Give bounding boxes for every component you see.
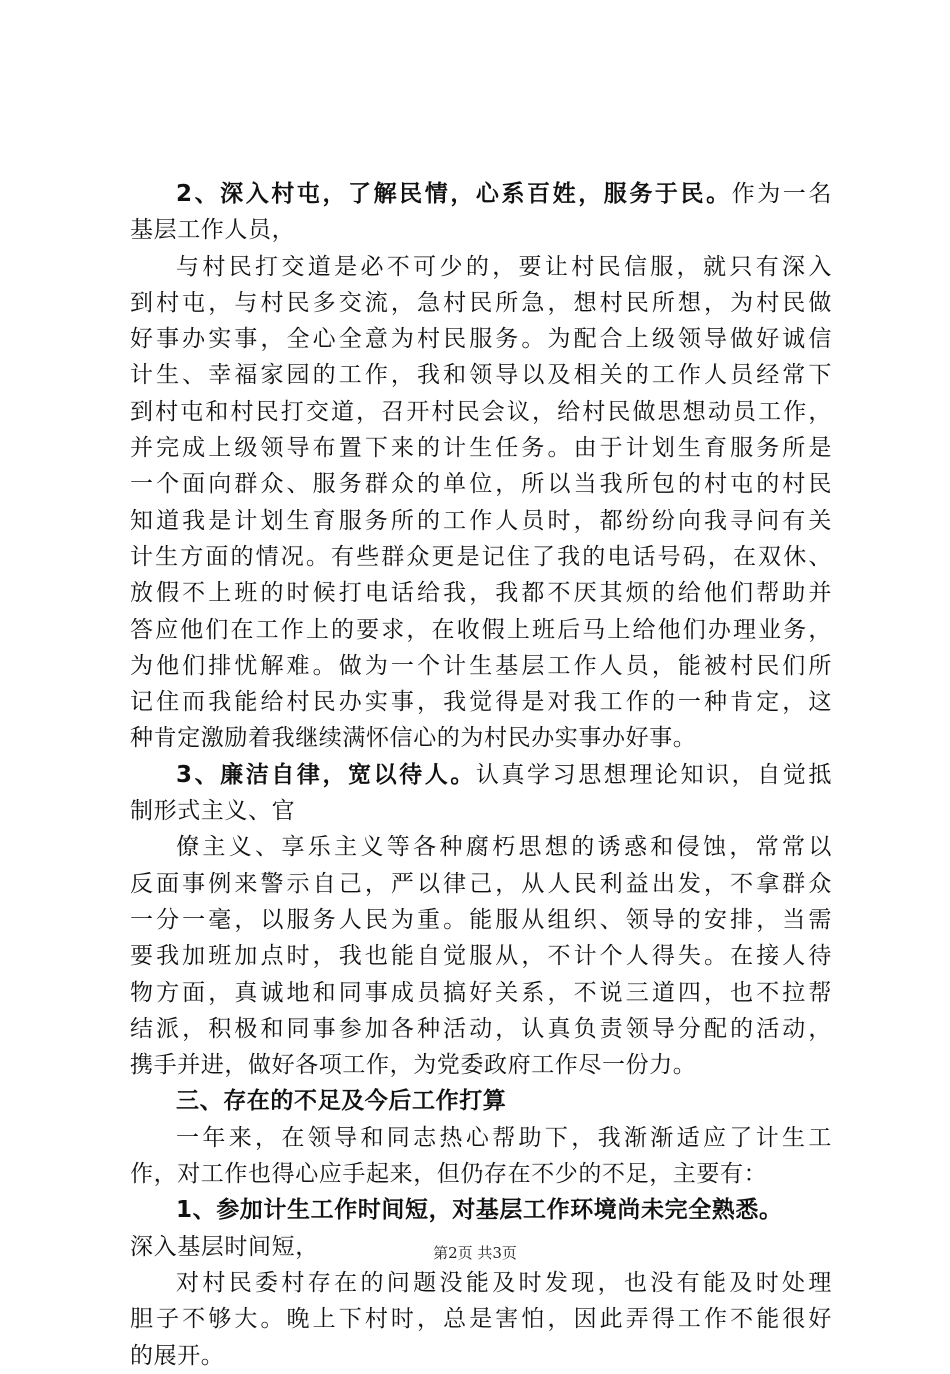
text-line	[130, 902, 832, 938]
text-line	[130, 1156, 832, 1192]
body-text: 放假不上班的时候打电话给我，我都不厌其烦的给他们帮助并	[130, 580, 832, 607]
body-text: 答应他们在工作上的要求，在收假上班后马上给他们办理业务，	[130, 616, 832, 643]
text-line	[130, 1301, 832, 1337]
body-text: 好事办实事，全心全意为村民服务。为配合上级领导做好诚信	[130, 326, 832, 353]
text-line	[130, 466, 832, 502]
heading-text: 3、廉洁自律，宽以待人。	[176, 761, 476, 788]
text-line	[130, 503, 832, 539]
text-line	[130, 539, 832, 575]
body-text: 结派，积极和同事参加各种活动，认真负责领导分配的活动，	[130, 1015, 832, 1042]
heading-text: 三、存在的不足及今后工作打算	[176, 1088, 507, 1115]
body-text: 知道我是计划生育服务所的工作人员时，都纷纷向我寻问有关	[130, 507, 832, 534]
document-body	[130, 176, 832, 1374]
body-text: 一个面向群众、服务群众的单位，所以当我所包的村屯的村民	[130, 471, 832, 498]
text-line	[130, 648, 832, 684]
text-line	[130, 793, 832, 829]
body-text: 的展开。	[130, 1342, 225, 1369]
heading-text: 1、参加计生工作时间短，对基层工作环境尚未完全熟悉。	[176, 1197, 783, 1224]
text-line	[130, 829, 832, 865]
body-text: 记住而我能给村民办实事，我觉得是对我工作的一种肯定，这	[130, 689, 832, 716]
body-text: 胆子不够大。晚上下村时，总是害怕，因此弄得工作不能很好	[130, 1306, 832, 1333]
text-line	[130, 684, 832, 720]
body-text: 反面事例来警示自己，严以律己，从人民利益出发，不拿群众	[130, 870, 832, 897]
text-line	[130, 285, 832, 321]
text-line	[130, 249, 832, 285]
text-line	[130, 321, 832, 357]
body-text: 一年来，在领导和同志热心帮助下，我渐渐适应了计生工	[176, 1124, 832, 1151]
body-text: 对村民委村存在的问题没能及时发现，也没有能及时处理	[176, 1269, 832, 1296]
text-line	[130, 1120, 832, 1156]
body-text: 计生、幸福家园的工作，我和领导以及相关的工作人员经常下	[130, 362, 832, 389]
body-text: 一分一毫，以服务人民为重。能服从组织、领导的安排，当需	[130, 906, 832, 933]
body-text: 到村屯和村民打交道，召开村民会议，给村民做思想动员工作，	[130, 398, 832, 425]
body-text: 作，对工作也得心应手起来，但仍存在不少的不足，主要有：	[130, 1161, 768, 1188]
text-line	[130, 1192, 832, 1228]
text-line	[130, 394, 832, 430]
body-text: 与村民打交道是必不可少的，要让村民信服，就只有深入	[176, 253, 832, 280]
body-text: 作为一名	[731, 181, 832, 207]
body-text: 物方面，真诚地和同事成员搞好关系，不说三道四，也不拉帮	[130, 979, 832, 1006]
body-text: 种肯定激励着我继续满怀信心的为村民办实事办好事。	[130, 725, 697, 752]
text-line	[130, 1047, 832, 1083]
body-text: 基层工作人员，	[130, 217, 296, 244]
text-line	[130, 176, 832, 212]
text-line	[130, 975, 832, 1011]
text-line	[130, 357, 832, 393]
text-line	[130, 430, 832, 466]
body-text: 僚主义、享乐主义等各种腐朽思想的诱惑和侵蚀，常常以	[176, 834, 832, 861]
body-text: 制形式主义、官	[130, 798, 296, 825]
text-line	[130, 720, 832, 756]
text-line	[130, 212, 832, 248]
body-text: 计生方面的情况。有些群众更是记住了我的电话号码，在双休、	[130, 543, 832, 570]
text-line	[130, 938, 832, 974]
text-line	[130, 612, 832, 648]
page-footer: 第2页 共3页	[433, 1244, 517, 1262]
text-line	[130, 757, 832, 793]
text-line	[130, 1011, 832, 1047]
text-line	[130, 1338, 832, 1374]
heading-text: 2、深入村屯，了解民情，心系百姓，服务于民。	[176, 181, 732, 207]
body-text: 携手并进，做好各项工作，为党委政府工作尽一份力。	[130, 1052, 697, 1079]
text-line	[130, 1265, 832, 1301]
body-text: 为他们排忧解难。做为一个计生基层工作人员，能被村民们所	[130, 652, 832, 679]
body-text: 到村屯，与村民多交流，急村民所急，想村民所想，为村民做	[130, 289, 832, 316]
body-text: 并完成上级领导布置下来的计生任务。由于计划生育服务所是	[130, 435, 832, 462]
text-line	[130, 866, 832, 902]
body-text: 认真学习思想理论知识，自觉抵	[475, 761, 832, 788]
body-text: 要我加班加点时，我也能自觉服从，不计个人得失。在接人待	[130, 943, 832, 970]
text-line	[130, 575, 832, 611]
text-line	[130, 1083, 832, 1119]
body-text: 深入基层时间短，	[130, 1233, 319, 1260]
